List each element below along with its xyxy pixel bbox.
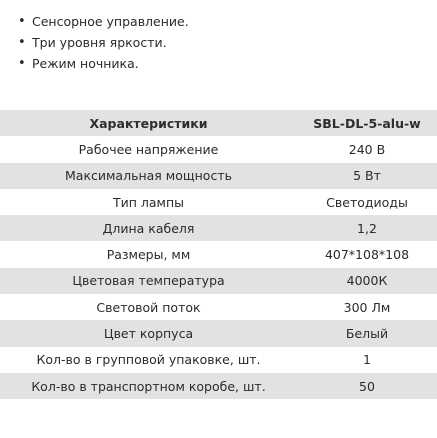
spec-value: 1 — [363, 352, 371, 368]
spec-value: 1,2 — [357, 220, 377, 236]
header-label: Характеристики — [89, 115, 208, 131]
specifications-table — [0, 110, 437, 399]
spec-label: Кол-во в групповой упаковке, шт. — [36, 352, 261, 368]
table-row — [0, 215, 437, 241]
table-row — [0, 294, 437, 320]
spec-label: Максимальная мощность — [65, 168, 232, 184]
table-header-row — [0, 110, 437, 136]
spec-label: Рабочее напряжение — [78, 141, 219, 157]
table-row — [0, 136, 437, 162]
spec-value: Белый — [345, 326, 389, 342]
spec-value: 5 Вт — [353, 168, 381, 184]
table-row — [0, 189, 437, 215]
table-row — [0, 241, 437, 267]
table-row — [0, 347, 437, 373]
spec-label: Световой поток — [96, 299, 201, 315]
spec-value: 300 Лм — [343, 299, 391, 315]
spec-label: Тип лампы — [112, 194, 185, 210]
spec-value: 240 В — [348, 141, 386, 157]
spec-label: Цветовая температура — [72, 273, 225, 289]
spec-value: 50 — [359, 378, 375, 394]
table-row — [0, 320, 437, 346]
table-row — [0, 373, 437, 399]
feature-item: • Сенсорное управление. — [16, 11, 189, 32]
spec-label: Длина кабеля — [102, 220, 195, 236]
spec-label: Цвет корпуса — [103, 326, 194, 342]
spec-value: Светодиоды — [326, 194, 408, 210]
spec-label: Кол-во в транспортном коробе, шт. — [31, 378, 266, 394]
table-row — [0, 268, 437, 294]
spec-label: Размеры, мм — [106, 247, 191, 263]
spec-value: 4000К — [346, 273, 388, 289]
table-row — [0, 163, 437, 189]
feature-list — [16, 11, 189, 74]
spec-value: 407*108*108 — [324, 247, 410, 263]
feature-item: • Режим ночника. — [16, 53, 189, 74]
feature-item: • Три уровня яркости. — [16, 32, 189, 53]
header-model: SBL-DL-5-alu-w — [313, 115, 421, 131]
